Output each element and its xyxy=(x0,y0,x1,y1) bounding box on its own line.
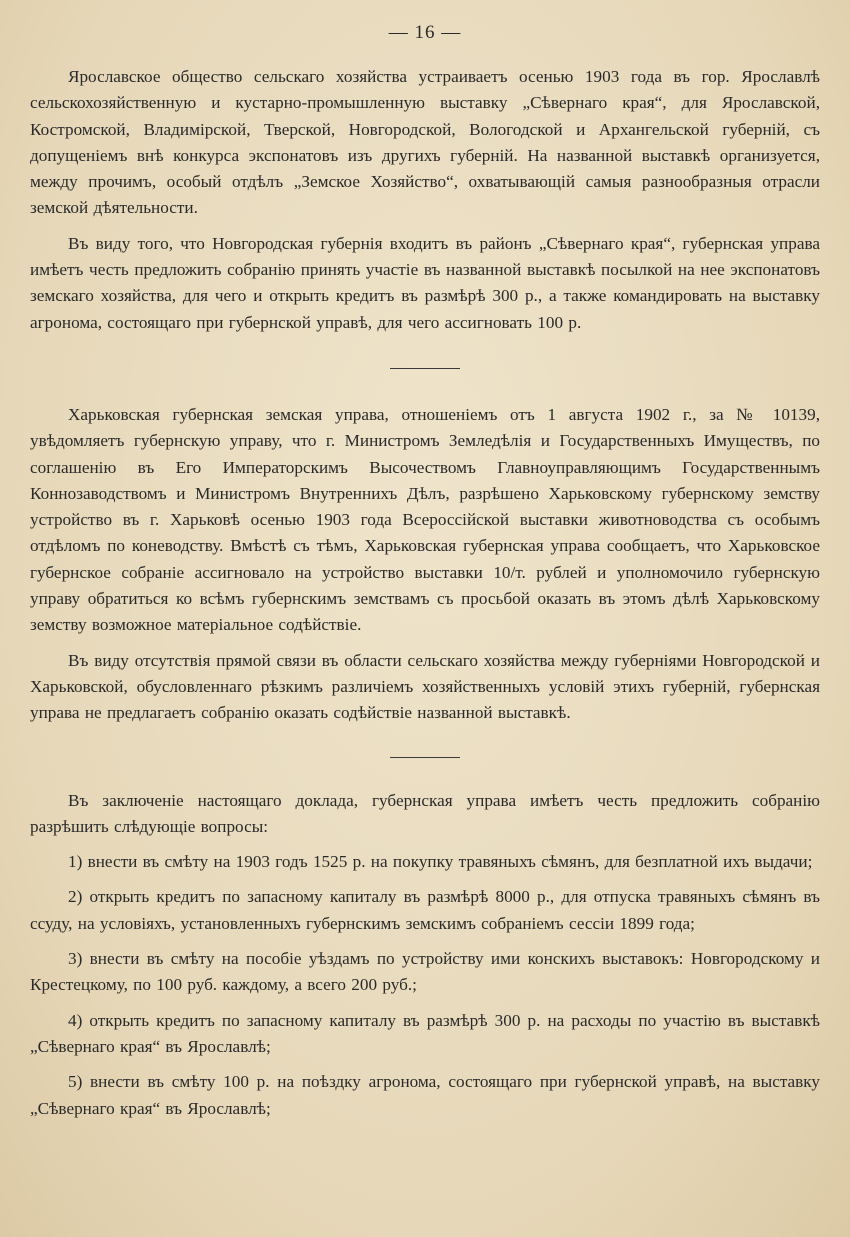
paragraph-novgorod-participation: Въ виду того, что Новгородская губернія входитъ въ районъ „Сѣвернаго края“, губернская управа имѣетъ честь предложить собранію принять участіе въ названной выставкѣ посылкой на нее экспонатовъ земскаго хозяйства, для чего и открыть кредитъ въ размѣрѣ 300 р., а также командировать на выставку агронома, состоящаго при губернской управѣ, для чего ассигновать 100 р. xyxy=(30,233,820,332)
list-item: 5) внести въ смѣту 100 р. на поѣздку агронома, состоящаго при губернской управѣ, на выставку „Сѣвернаго края“ въ Ярославлѣ; xyxy=(30,1072,820,1118)
list-item: 1) внести въ смѣту на 1903 годъ 1525 р. на покупку травяныхъ сѣмянъ, для безплатной ихъ выдачи; xyxy=(68,852,813,872)
paragraph-kharkov-exhibition: Харьковская губернская земская управа, отношеніемъ отъ 1 августа 1902 г., за № 10139, увѣдомляетъ губернскую управу, что г. Министромъ Земледѣлія и Государственныхъ Имуществъ, по соглашенію въ Его Императорскимъ Высочествомъ Главноуправляющимъ Государственнымъ Коннозаводствомъ и Министромъ Внутреннихъ Дѣлъ, разрѣшено Харьковскому губернскому земству устройство въ г. Харьковѣ осенью 1903 года Всероссійской выставки животноводства съ особымъ отдѣломъ по коневодству. Вмѣстѣ съ тѣмъ, Харьковская губернская управа сообщаетъ, что Харьковское губернское собраніе ассигновало на устройство выставки 10/т. рублей и уполномочило губернскую управу обратиться ко всѣмъ губернскимъ земствамъ съ просьбой оказать въ этомъ дѣлѣ Харьковскому земству возможное матеріальное содѣйствіе. xyxy=(30,404,820,635)
paragraph-kharkov-decision: Въ виду отсутствія прямой связи въ области сельскаго хозяйства между губерніями Новгородской и Харьковской, обусловленнаго рѣзкимъ различіемъ хозяйственныхъ условій этихъ губерній, губернская управа не предлагаетъ собранію оказать содѣйствіе названной выставкѣ. xyxy=(30,650,820,723)
paragraph-yaroslavl-exhibition: Ярославское общество сельскаго хозяйства устраиваетъ осенью 1903 года въ гор. Ярославлѣ сельскохозяйственную и кустарно-промышленную выставку „Сѣвернаго края“, для Ярославской, Костромской, Владимірской, Тверской, Новгородской, Вологодской и Архангельской губерній, съ допущеніемъ внѣ конкурса экспонатовъ изъ другихъ губерній. На названной выставкѣ организуется, между прочимъ, особый отдѣлъ „Земское Хозяйство“, охватывающій самыя разнообразныя отрасли земской дѣятельности. xyxy=(30,67,820,218)
section-divider xyxy=(390,757,460,758)
list-item: 3) внести въ смѣту на пособіе уѣздамъ по устройству ими конскихъ выставокъ: Новгородскому и Крестецкому, по 100 руб. каждому, а всего 200 руб.; xyxy=(30,949,820,995)
list-item: 2) открыть кредитъ по запасному капиталу въ размѣрѣ 8000 р., для отпуска травяныхъ сѣмянъ въ ссуду, на условіяхъ, установленныхъ губернскимъ земскимъ собраніемъ сессіи 1899 года; xyxy=(30,887,820,933)
page-number: — 16 — xyxy=(388,22,462,43)
paragraph-conclusion-intro: Въ заключеніе настоящаго доклада, губернская управа имѣетъ честь предложить собранію разрѣшить слѣдующіе вопросы: xyxy=(30,790,820,836)
section-divider xyxy=(390,368,460,369)
list-item: 4) открыть кредитъ по запасному капиталу въ размѣрѣ 300 р. на расходы по участію въ выставкѣ „Сѣвернаго края“ въ Ярославлѣ; xyxy=(30,1010,820,1056)
